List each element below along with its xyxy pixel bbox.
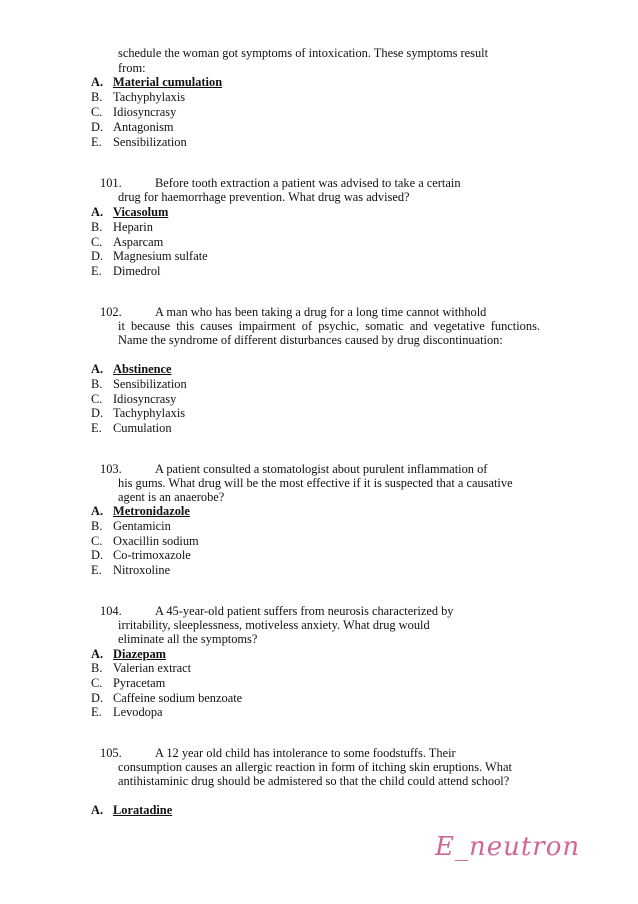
question-number: 102. <box>100 305 122 319</box>
question-text-continued: irritability, sleeplessness, motiveless anxiety. What drug would eliminate all the symptoms? <box>118 618 430 647</box>
intro-option-a: A. Material cumulation <box>91 75 223 89</box>
q102-option-c: C. Idiosyncrasy <box>91 392 177 406</box>
q102-option-a: A. Abstinence <box>91 362 172 376</box>
q103-option-a: A. Metronidazole <box>91 504 190 518</box>
q101-option-e: E. Dimedrol <box>91 264 161 278</box>
question-number: 101. <box>100 176 122 190</box>
q104-option-a: A. Diazepam <box>91 647 166 661</box>
intro-option-e: E. Sensibilization <box>91 135 187 149</box>
question-text: Before tooth extraction a patient was advised to take a certain <box>155 176 461 190</box>
q102-option-b: B. Sensibilization <box>91 377 187 391</box>
question-text: A man who has been taking a drug for a long time cannot withhold <box>155 305 487 319</box>
question-102 <box>100 305 540 348</box>
question-number: 104. <box>100 604 122 618</box>
intro-text-line-1: schedule the woman got symptoms of intoxication. These symptoms result <box>118 46 489 60</box>
q102-option-e: E. Cumulation <box>91 421 172 435</box>
question-number: 103. <box>100 462 122 476</box>
q101-option-c: C. Asparcam <box>91 235 164 249</box>
question-text-continued: drug for haemorrhage prevention. What drug was advised? <box>118 190 410 205</box>
intro-option-b: B. Tachyphylaxis <box>91 90 186 104</box>
q101-option-a: A. Vicasolum <box>91 205 169 219</box>
question-text-continued: his gums. What drug will be the most effective if it is suspected that a causative agent is an anaerobe? <box>118 476 513 505</box>
q105-option-a: A. Loratadine <box>91 803 173 817</box>
intro-text-line-2: from: <box>118 61 146 75</box>
q103-option-e: E. Nitroxoline <box>91 563 171 577</box>
watermark-logo: E_neutron <box>435 832 581 862</box>
question-105 <box>100 746 540 789</box>
q102-option-d: D. Tachyphylaxis <box>91 406 186 420</box>
question-number: 105. <box>100 746 122 760</box>
q103-option-d: D. Co-trimoxazole <box>91 548 191 562</box>
q103-option-b: B. Gentamicin <box>91 519 171 533</box>
question-text-continued: it because this causes impairment of psychic, somatic and vegetative functions. Name the syndrome of different disturbances caused by drug discontinuation: <box>118 319 540 348</box>
question-text-continued: consumption causes an allergic reaction in form of itching skin eruptions. What antihistaminic drug should be admistered so that the child could attend school? <box>118 760 512 789</box>
q103-option-c: C. Oxacillin sodium <box>91 534 199 548</box>
question-text: A patient consulted a stomatologist about purulent inflammation of <box>155 462 488 476</box>
intro-option-d: D. Antagonism <box>91 120 174 134</box>
q104-option-e: E. Levodopa <box>91 705 163 719</box>
q101-option-d: D. Magnesium sulfate <box>91 249 208 263</box>
q104-option-d: D. Caffeine sodium benzoate <box>91 691 243 705</box>
question-text: A 12 year old child has intolerance to some foodstuffs. Their <box>155 746 456 760</box>
q101-option-b: B. Heparin <box>91 220 153 234</box>
question-103 <box>100 462 540 505</box>
question-101 <box>100 176 540 204</box>
question-text: A 45-year-old patient suffers from neurosis characterized by <box>155 604 454 618</box>
q104-option-b: B. Valerian extract <box>91 661 192 675</box>
intro-option-c: C. Idiosyncrasy <box>91 105 177 119</box>
question-104 <box>100 604 540 647</box>
q104-option-c: C. Pyracetam <box>91 676 166 690</box>
